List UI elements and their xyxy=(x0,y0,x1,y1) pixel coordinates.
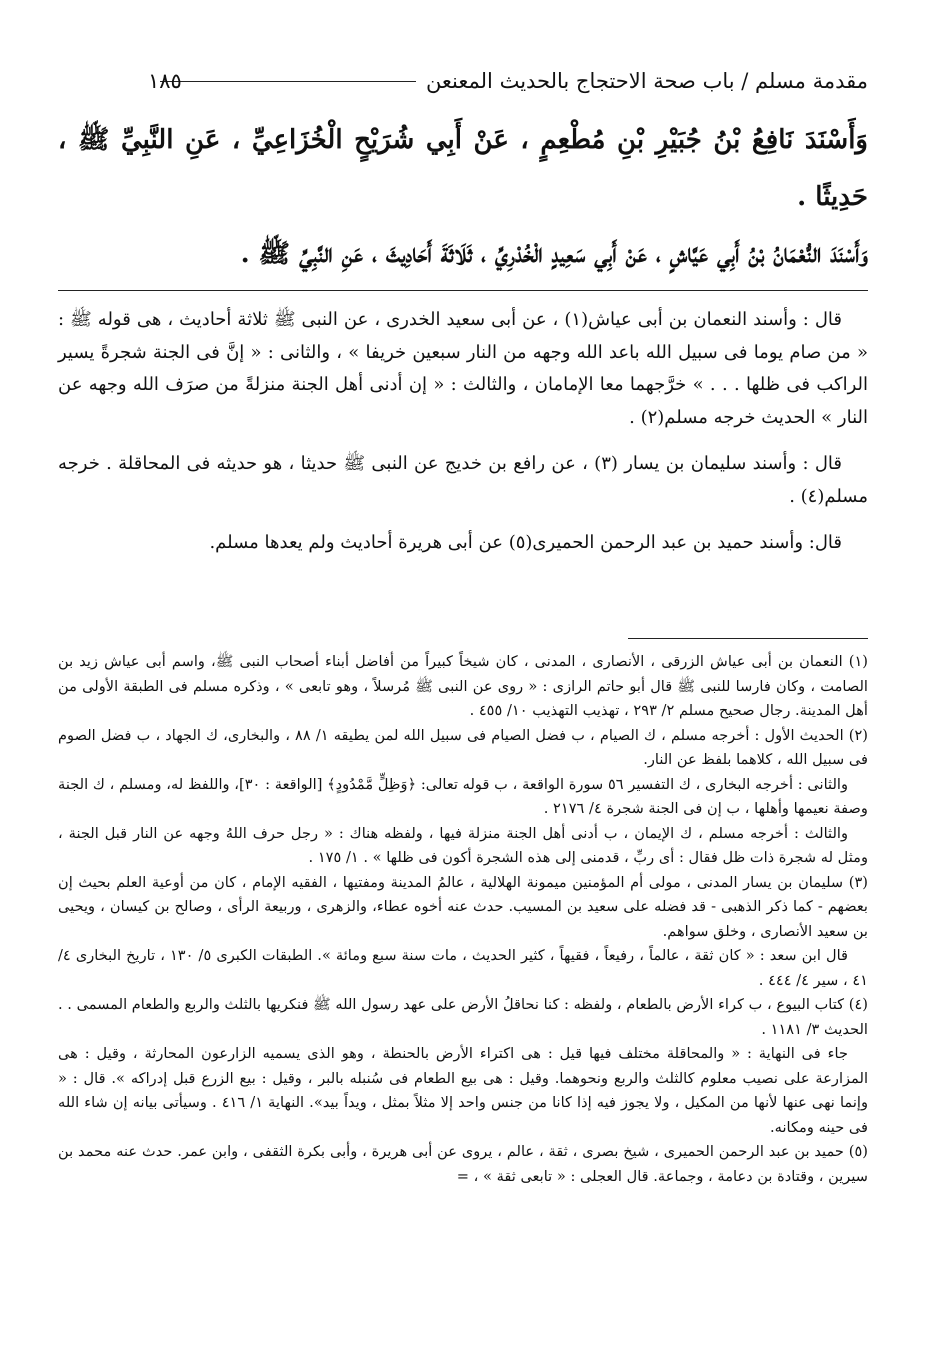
running-title: مقدمة مسلم / باب صحة الاحتجاج بالحديث المعنعن xyxy=(425,69,868,93)
matn-paragraph: وَأَسْنَدَ النُّعْمَانُ بْنُ أَبِي عَيَّاشٍ ، عَنْ أَبِي سَعِيدٍ الْخُدْرِيِّ ، ثَلَاثَةَ أَحَادِيثَ ، عَنِ النَّبِيِّ ﷺ . xyxy=(240,239,868,269)
page-number: ١٨٥ xyxy=(148,69,182,93)
footnote-divider xyxy=(628,638,868,639)
header-rule xyxy=(160,81,416,82)
commentary xyxy=(58,304,868,574)
footnotes xyxy=(58,650,868,1189)
commentary-paragraph: قال : وأسند سليمان بن يسار (٣) ، عن رافع بن خديج عن النبى ﷺ حديثا ، هو حديثه فى المحاقلة . خرجه مسلم(٤) . xyxy=(58,453,868,507)
footnote: (٢) الحديث الأول : أخرجه مسلم ، ك الصيام ، ب فضل الصيام فى سبيل الله لمن يطيقه ١/ ٨٨ ، والبخارى، ك الجهاد ، ب فضل الصوم فى سبيل الله ، كلاهما بلفظ عن النار. xyxy=(58,726,868,768)
footnote: (٣) سليمان بن يسار المدنى ، مولى أم المؤمنين ميمونة الهلالية ، عالمُ المدينة ومفتيها ، الفقيه الإمام ، كان من أوعية العلم بحيث إن بعضهم - كما ذكر الذهبى - قد فضله على سعيد بن المسيب. حدث عنه أخوه عطاء، والزهرى ، وربيعة الرأى ، وصالح بن كيسان ، ويحيى بن سعيد الأنصارى ، وخلق سواهم. xyxy=(58,873,868,940)
footnote: (١) النعمان بن أبى عياش الزرقى ، الأنصارى ، المدنى ، كان شيخاً كبيراً من أفاضل أبناء أصحاب النبى ﷺ، واسم أبى عياش زيد بن الصامت ، وكان فارسا للنبى ﷺ قال أبو حاتم الرازى : « روى عن النبى ﷺ مُرسلاً ، وهو تابعى » ، وذكره مسلم فى الطبقة الأولى من أهل المدينة. رجال صحيح مسلم ٢/ ٢٩٣ ، تهذيب التهذيب ١٠/ ٤٥٥ . xyxy=(58,653,868,719)
footnote: (٤) كتاب البيوع ، ب كراء الأرض بالطعام ، ولفظه : كنا نحاقلُ الأرض على عهد رسول الله ﷺ فنكريها بالثلث والربع والطعام المسمى . . الحديث ٣/ ١١٨١ . xyxy=(58,996,868,1038)
footnote-continuation: والثانى : أخرجه البخارى ، ك التفسير ٥٦ سورة الواقعة ، ب قوله تعالى: ﴿وَظِلٍّ مَّمْدُودٍ﴾ [الواقعة : ٣٠]، واللفظ له، ومسلم ، ك الجنة وصفة نعيمها وأهلها ، ب إن فى الجنة شجرة ٤/ ٢١٧٦ . xyxy=(58,775,868,817)
matn-paragraph: وَأَسْنَدَ نَافِعُ بْنُ جُبَيْرِ بْنِ مُطْعِمٍ ، عَنْ أَبِي شُرَيْحٍ الْخُزَاعِيِّ ، عَنِ النَّبِيِّ ﷺ ، حَدِيثًا . xyxy=(58,125,868,212)
main-text xyxy=(58,112,868,283)
footnote: (٥) حميد بن عبد الرحمن الحميرى ، شيخ بصرى ، ثقة ، عالم ، يروى عن أبى هريرة ، وأبى بكرة الثقفى ، وابن عمر. حدث عنه محمد بن سيرين ، وقتادة بن دعامة ، وجماعة. قال العجلى : « تابعى ثقة » ، = xyxy=(58,1143,868,1185)
commentary-paragraph: قال: وأسند حميد بن عبد الرحمن الحميرى(٥) عن أبى هريرة أحاديث ولم يعدها مسلم. xyxy=(209,532,842,553)
footnote-continuation: قال ابن سعد : « كان ثقة ، عالماً ، رفيعاً ، فقيهاً ، كثير الحديث ، مات سنة سبع ومائة ». الطبقات الكبرى ٥/ ١٣٠ ، تاريخ البخارى ٤/ ٤١ ، سير ٤/ ٤٤٤ . xyxy=(58,947,868,989)
footnote-continuation: والثالث : أخرجه مسلم ، ك الإيمان ، ب أدنى أهل الجنة منزلة فيها ، ولفظه هناك : « رجل حرف اللهُ وجهه عن النار قبل الجنة ، ومثل له شجرة ذات ظل فقال : أى ربِّ ، قدمنى إلى هذه الشجرة أكون فى ظلها » . ١/ ١٧٥ . xyxy=(58,824,868,866)
commentary-paragraph: قال : وأسند النعمان بن أبى عياش(١) ، عن أبى سعيد الخدرى ، عن النبى ﷺ ثلاثة أحاديث ، هى قوله ﷺ : « من صام يوما فى سبيل الله باعد الله وجهه من النار سبعين خريفا » ، والثانى : « إنَّ فى الجنة شجرةً يسير الراكب فى ظلها . . . » خرَّجهما معا الإمامان ، والثالث : « إن أدنى أهل الجنة منزلةً من صرَف الله وجهه عن النار » الحديث خرجه مسلم(٢) . xyxy=(58,309,868,428)
footnote-continuation: جاء فى النهاية : « والمحاقلة مختلف فيها قيل : هى اكتراء الأرض بالحنطة ، وهو الذى يسميه الزارعون المحارثة ، وقيل : هى المزارعة على نصيب معلوم كالثلث والربع ونحوهما. وقيل : هى بيع الطعام فى سُنبله بالبر ، وقيل : بيع الزرع قبل إدراكه ». قال : « وإنما نهى عنها لأنها من المكيل ، ولا يجوز فيه إذا كانا من جنس واحد إلا مثلاً بمثل ، ويداً بيد». النهاية ١/ ٤١٦ . وسيأتى بيانه إن شاء الله فى حينه ومكانه. xyxy=(58,1045,868,1136)
section-divider xyxy=(58,290,868,291)
running-header xyxy=(150,64,868,98)
